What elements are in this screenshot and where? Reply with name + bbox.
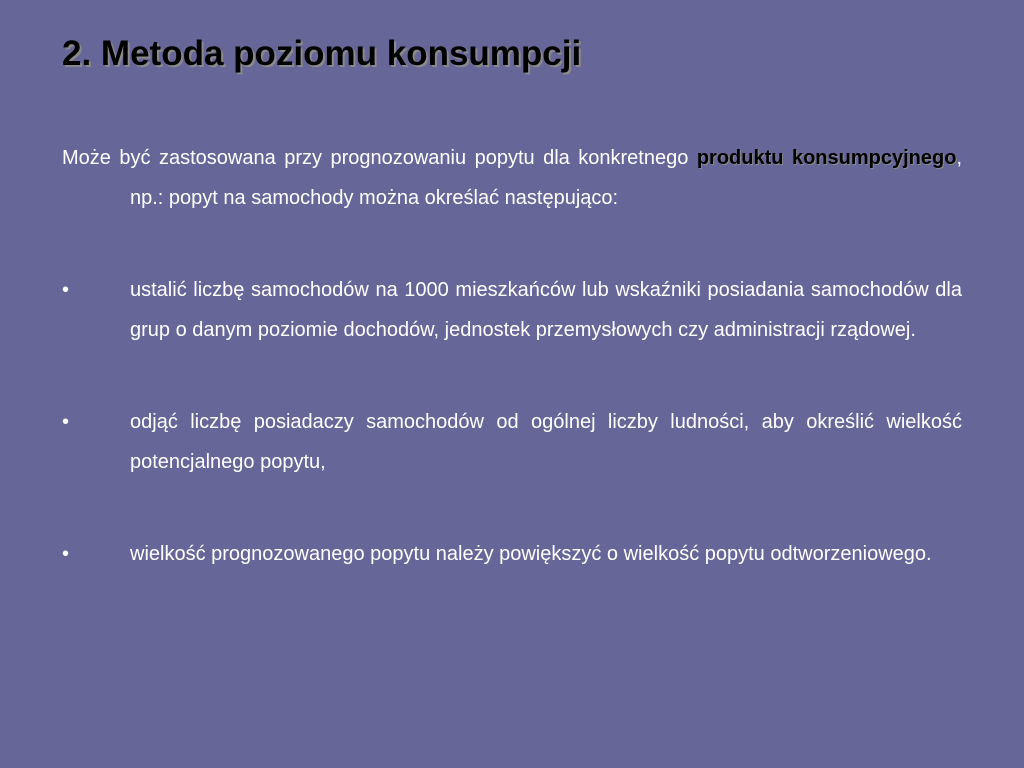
intro-text-before: Może być zastosowana przy prognozowaniu popytu dla konkretnego xyxy=(62,147,697,169)
bullet-text: wielkość prognozowanego popytu należy powiększyć o wielkość popytu odtworzeniowego. xyxy=(130,543,932,565)
bullet-item xyxy=(62,402,962,482)
bullet-item xyxy=(62,534,962,574)
intro-paragraph xyxy=(62,138,962,218)
bullet-dot-icon: • xyxy=(62,543,70,565)
bullet-dot-icon: • xyxy=(62,279,70,301)
bullet-text: ustalić liczbę samochodów na 1000 mieszkańców lub wskaźniki posiadania samochodów dla grup o danym poziomie dochodów, jednostek przemysłowych czy administracji rządowej. xyxy=(130,279,962,341)
intro-text-after: , np.: popyt na samochody można określać następująco: xyxy=(130,147,962,209)
slide-title: 2. Metoda poziomu konsumpcji xyxy=(62,34,582,73)
slide-content xyxy=(62,138,962,574)
bullet-dot-icon: • xyxy=(62,411,70,433)
bullet-list xyxy=(62,270,962,574)
bullet-text: odjąć liczbę posiadaczy samochodów od ogólnej liczby ludności, aby określić wielkość potencjalnego popytu, xyxy=(130,411,962,473)
intro-bold-term: produktu konsumpcyjnego xyxy=(696,147,957,169)
bullet-item xyxy=(62,270,962,350)
